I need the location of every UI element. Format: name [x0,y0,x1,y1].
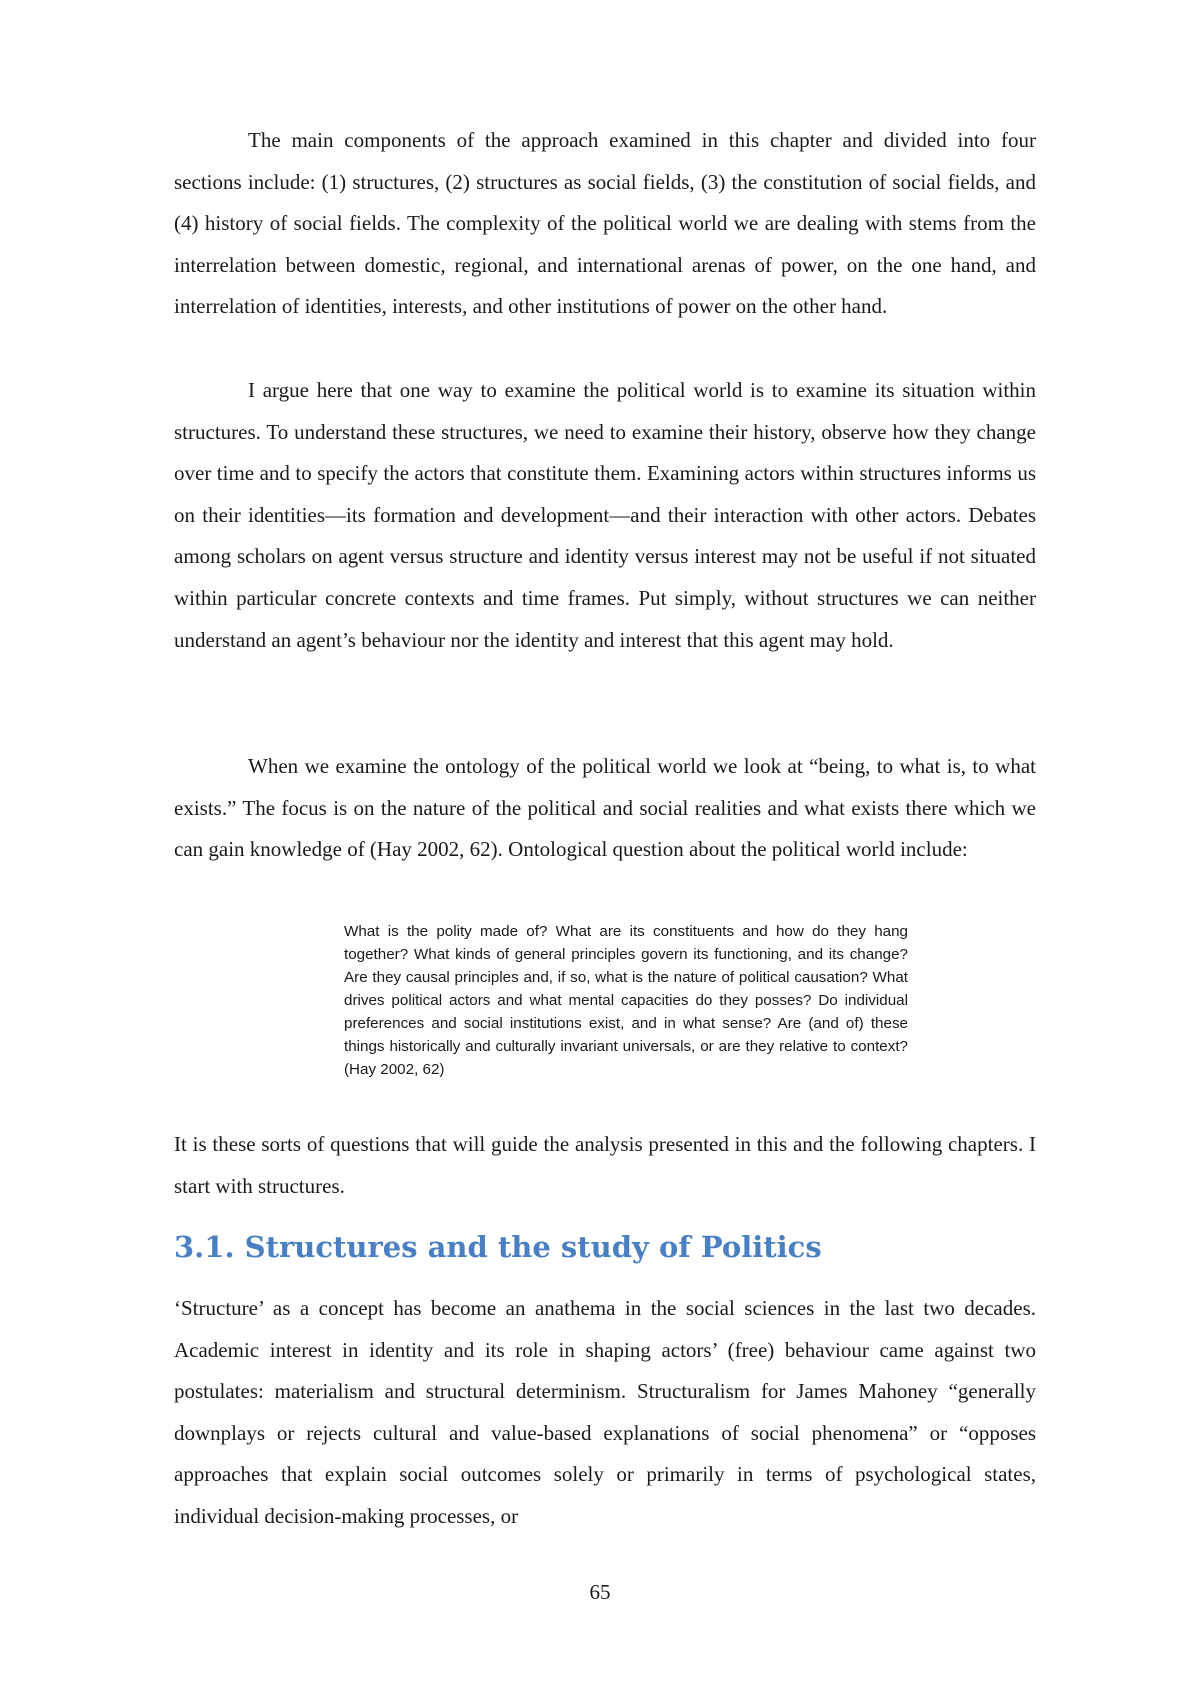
body-paragraph-structures-argument: I argue here that one way to examine the political world is to examine its situation within structures. To understand these structures, we need to examine their history, observe how they change over time and to specify the actors that constitute them. Examining actors within structures informs us on their identities—its formation and development—and their interaction with other actors. Debates among scholars on agent versus structure and identity versus interest may not be useful if not situated within particular concrete contexts and time frames. Put simply, without structures we can neither understand an agent’s behaviour nor the identity and interest that this agent may hold. [174,378,1036,652]
body-paragraph-ontology: When we examine the ontology of the political world we look at “being, to what is, to what exists.” The focus is on the nature of the political and social realities and what exists there which we can gain knowledge of (Hay 2002, 62). Ontological question about the political world include: [174,754,1036,862]
body-paragraph-guiding-questions: It is these sorts of questions that will guide the analysis presented in this and the following chapters. I start with structures. [174,1132,1036,1198]
page-number: 65 [589,1580,611,1604]
block-quote-hay: What is the polity made of? What are its constituents and how do they hang together? What kinds of general principles govern its functioning, and its change? Are they causal principles and, if so, what is the nature of political causation? What drives political actors and what mental capacities do they posses? Do individual preferences and social institutions exist, and in what sense? Are (and of) these things historically and culturally invariant universals, or are they relative to context? (Hay 2002, 62) [344,923,908,1078]
section-heading: 3.1. Structures and the study of Politics [174,1230,822,1264]
body-paragraph-structure-concept: ‘Structure’ as a concept has become an anathema in the social sciences in the last two decades. Academic interest in identity and its role in shaping actors’ (free) behaviour came against two postulates: materialism and structural determinism. Structuralism for James Mahoney “generally downplays or rejects cultural and value-based explanations of social phenomena” or “opposes approaches that explain social outcomes solely or primarily in terms of psychological states, individual decision-making processes, or [174,1296,1036,1528]
body-paragraph-components: The main components of the approach examined in this chapter and divided into four sections include: (1) structures, (2) structures as social fields, (3) the constitution of social fields, and (4) history of social fields. The complexity of the political world we are dealing with stems from the interrelation between domestic, regional, and international arenas of power, on the one hand, and interrelation of identities, interests, and other institutions of power on the other hand. [174,128,1036,319]
